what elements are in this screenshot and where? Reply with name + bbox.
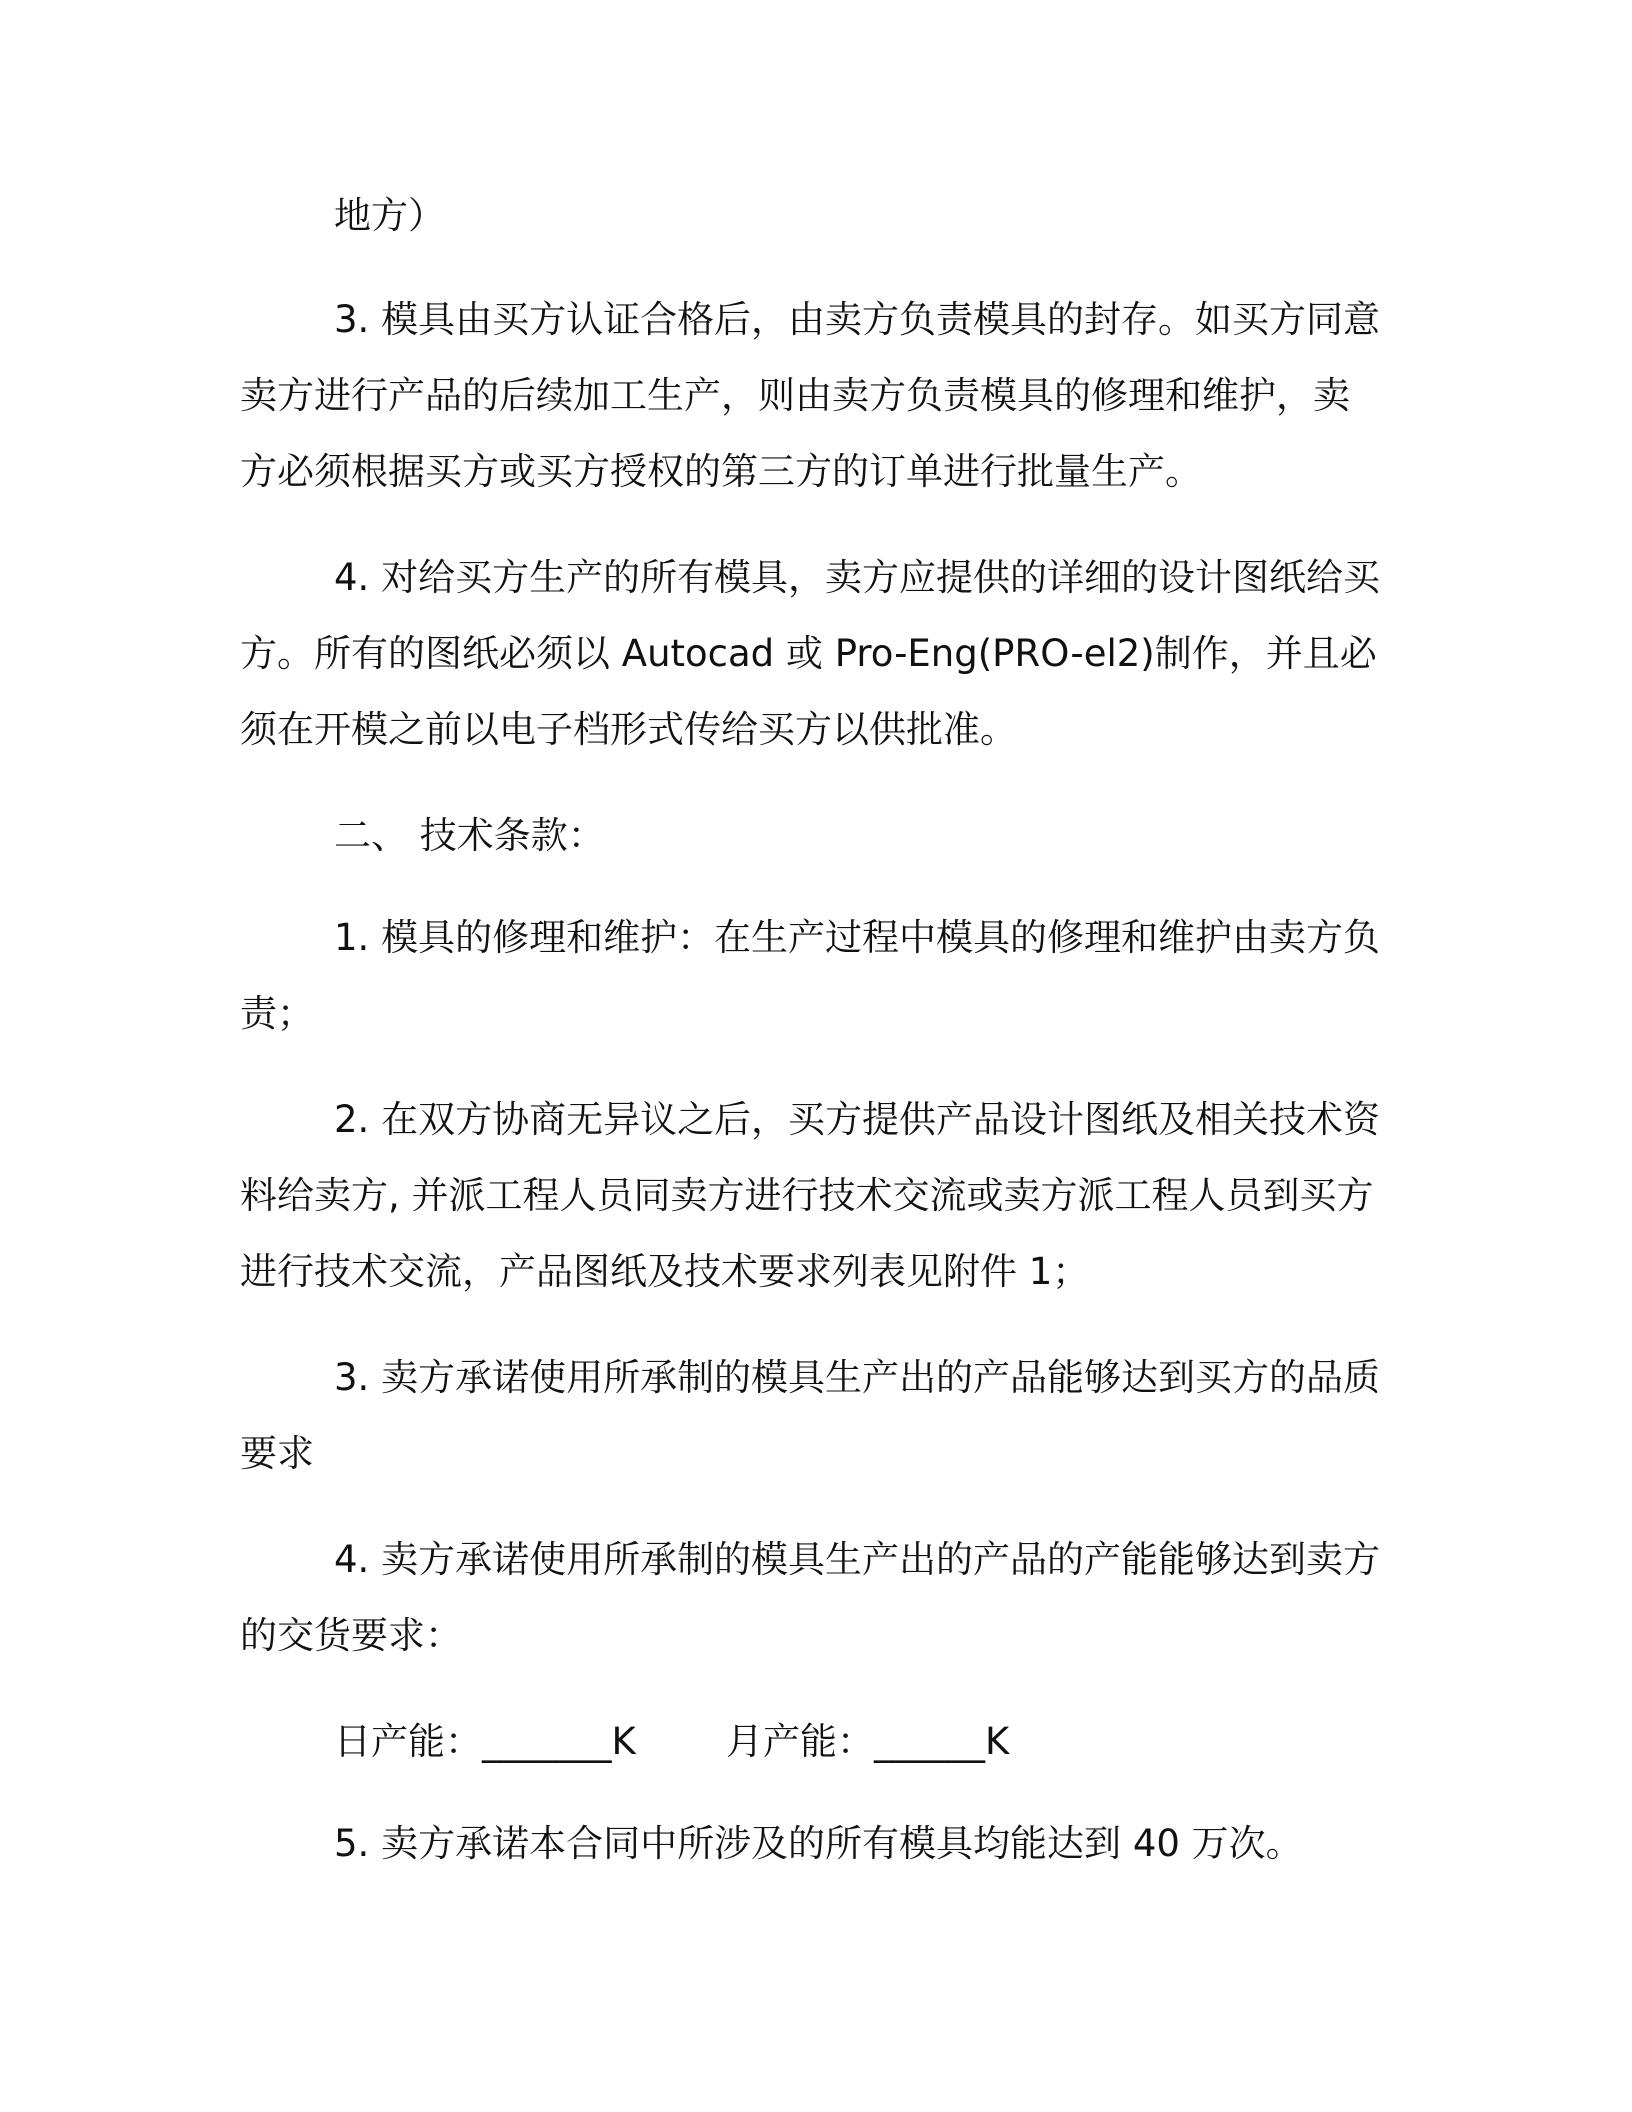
paragraph-line: 4. 对给买方生产的所有模具，卖方应提供的详细的设计图纸给买	[334, 556, 1381, 599]
paragraph-line: 卖方进行产品的后续加工生产，则由卖方负责模具的修理和维护，卖	[240, 374, 1350, 417]
paragraph-line: 5. 卖方承诺本合同中所涉及的所有模具均能达到 40 万次。	[334, 1822, 1303, 1865]
paragraph-line: 1. 模具的修理和维护：在生产过程中模具的修理和维护由卖方负	[334, 916, 1381, 959]
paragraph-line: 进行技术交流，产品图纸及技术要求列表见附件 1；	[240, 1250, 1090, 1293]
paragraph-line: 4. 卖方承诺使用所承制的模具生产出的产品的产能能够达到卖方	[334, 1538, 1381, 1581]
paragraph-line: 方必须根据买方或买方授权的第三方的订单进行批量生产。	[240, 450, 1202, 493]
paragraph-line: 料给卖方, 并派工程人员同卖方进行技术交流或卖方派工程人员到买方	[240, 1174, 1374, 1217]
paragraph-line: 2. 在双方协商无异议之后，买方提供产品设计图纸及相关技术资	[334, 1098, 1381, 1141]
paragraph-line: 要求	[240, 1432, 314, 1475]
daily-capacity: 日产能：_______K	[334, 1720, 636, 1763]
paragraph-line: 的交货要求：	[240, 1614, 462, 1657]
section-heading: 二、 技术条款：	[334, 814, 605, 857]
paragraph-line: 地方）	[334, 194, 445, 237]
paragraph-line: 3. 卖方承诺使用所承制的模具生产出的产品能够达到买方的品质	[334, 1356, 1381, 1399]
monthly-capacity: 月产能：______K	[726, 1720, 1010, 1763]
paragraph-line: 须在开模之前以电子档形式传给买方以供批准。	[240, 708, 1017, 751]
paragraph-line: 方。所有的图纸必须以 Autocad 或 Pro-Eng(PRO-el2)制作，并且必	[240, 632, 1377, 675]
paragraph-line: 责；	[240, 992, 314, 1035]
paragraph-line: 3. 模具由买方认证合格后，由卖方负责模具的封存。如买方同意	[334, 298, 1381, 341]
